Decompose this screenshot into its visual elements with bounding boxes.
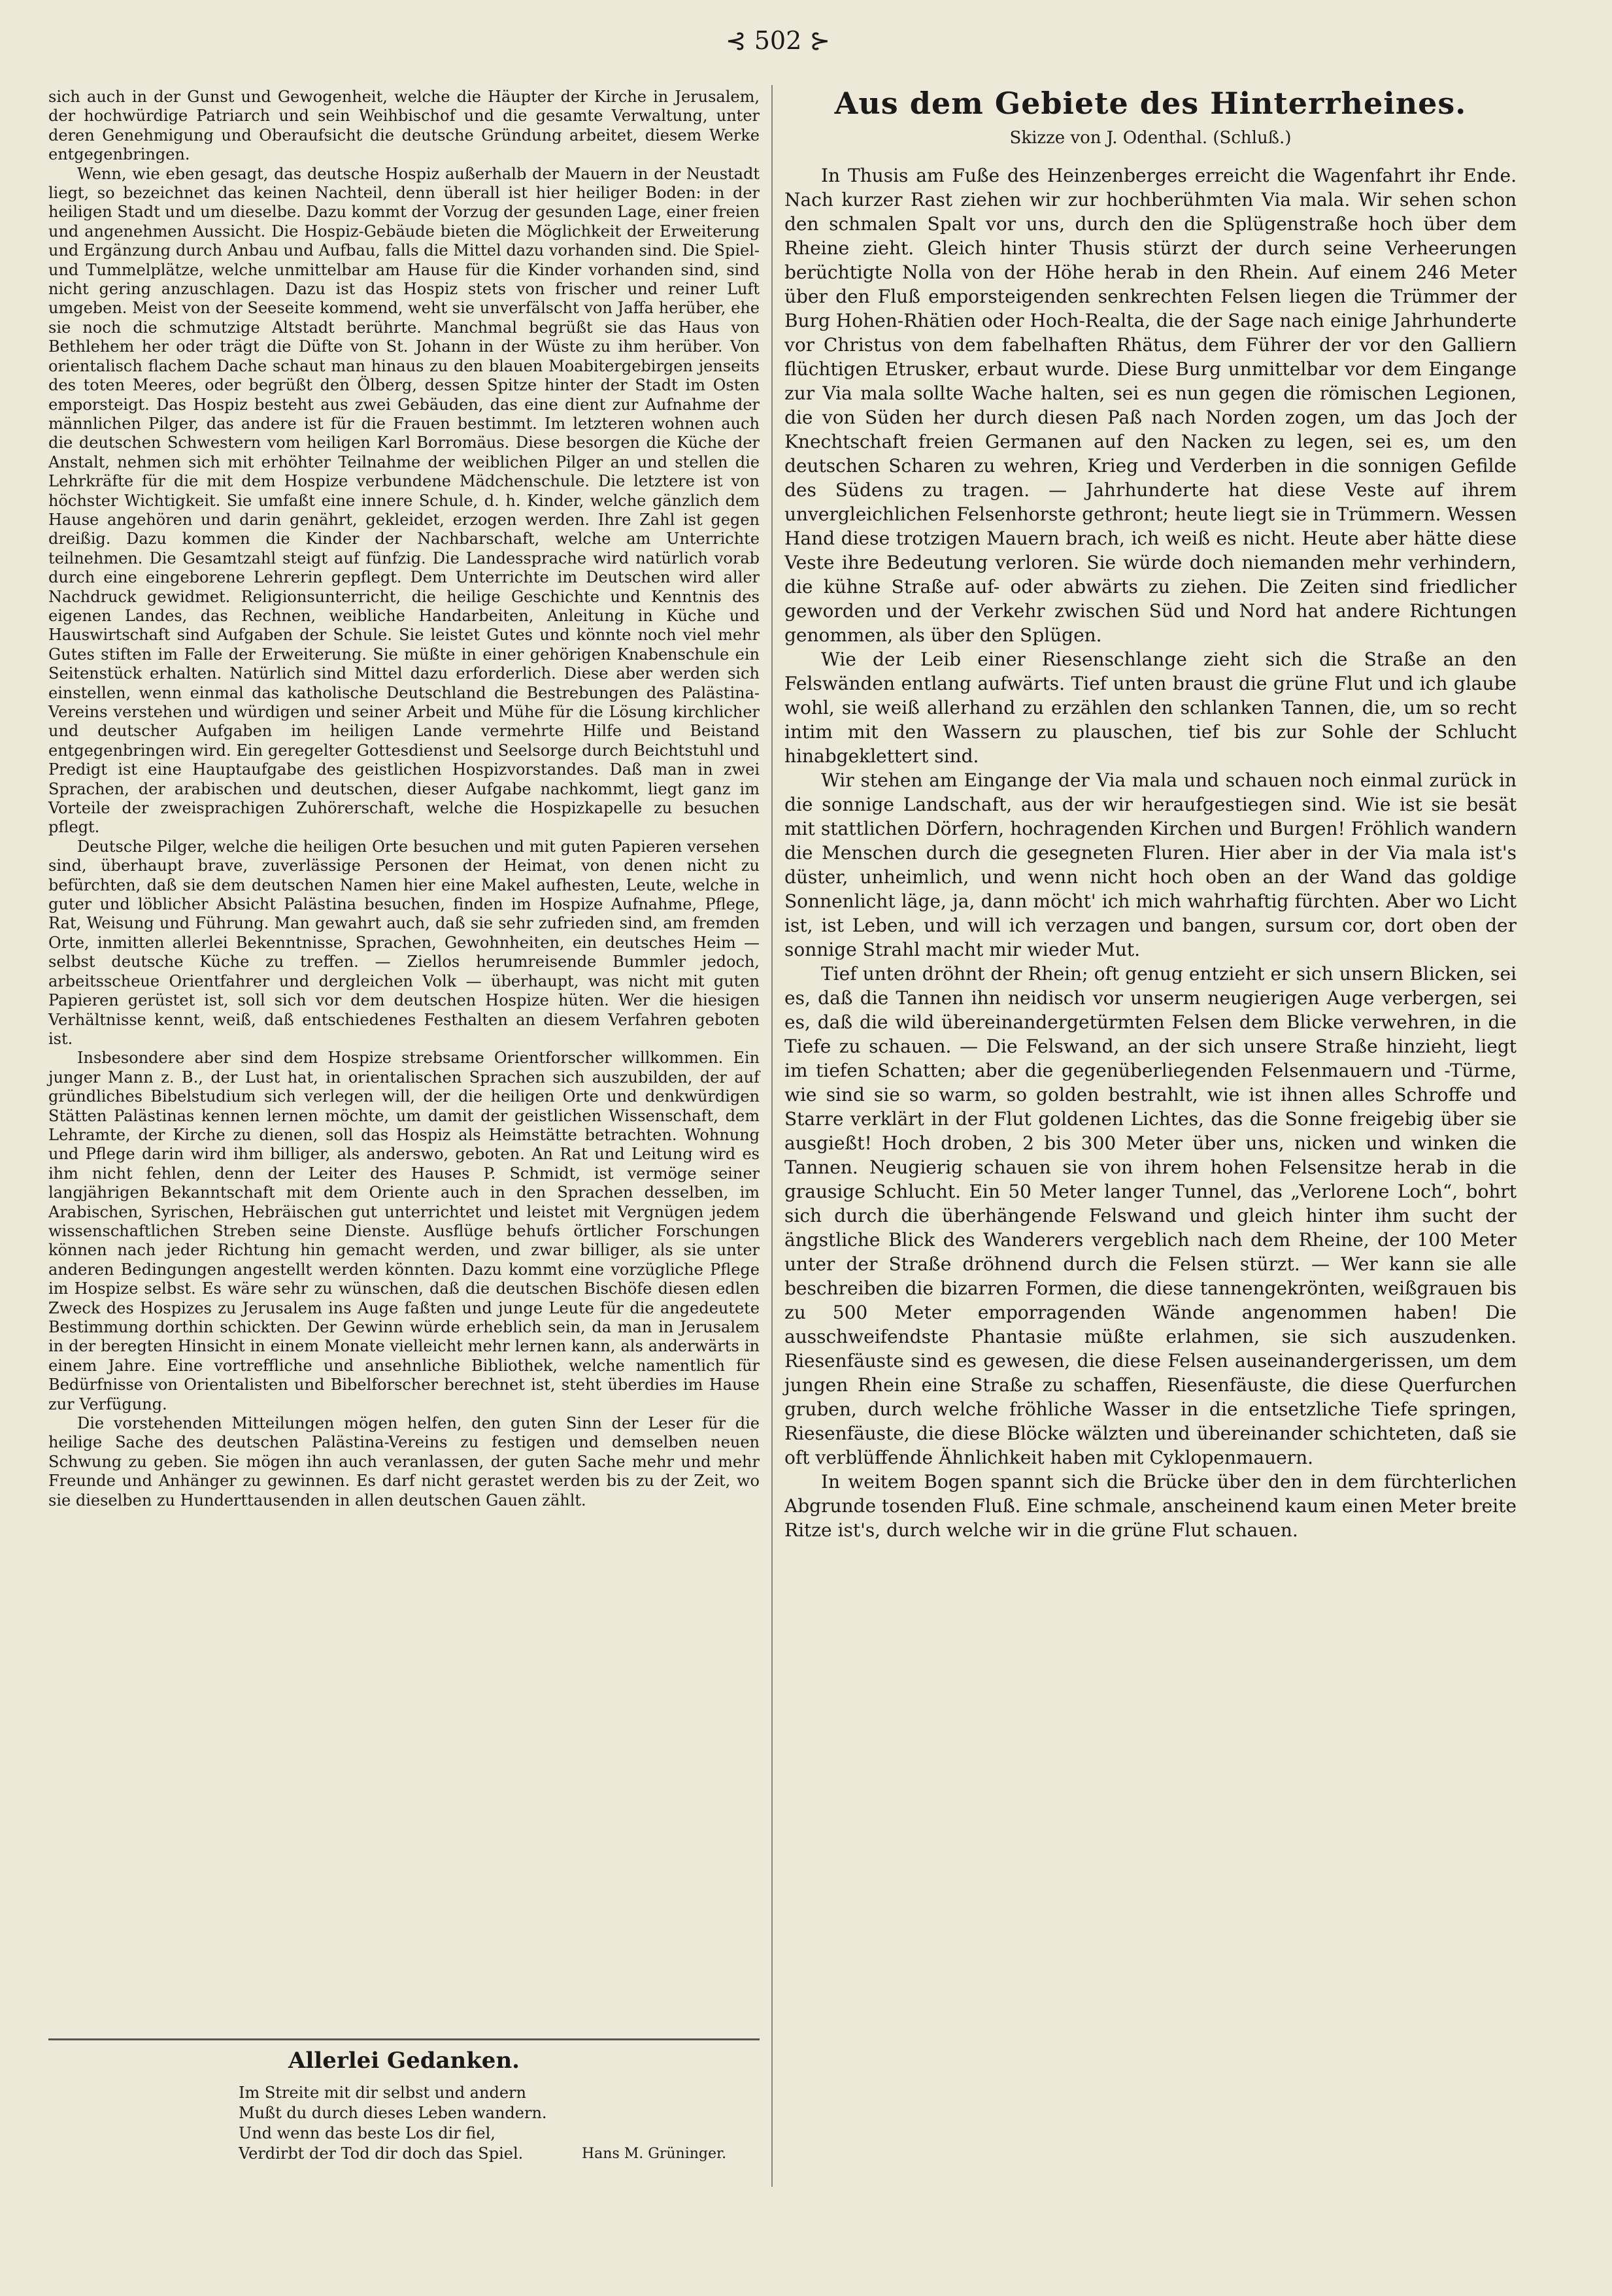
paragraph: In weitem Bogen spannt sich die Brücke über den in dem fürchterlichen Abgrunde tosenden Fluß. Eine schmale, anscheinend kaum einen Meter breite Ritze ist's, durch welche wir in die grüne Flut schauen.	[784, 1471, 1517, 1541]
right-column	[784, 163, 1517, 1542]
page-number	[686, 26, 869, 55]
paragraph: Deutsche Pilger, welche die heiligen Orte besuchen und mit guten Papieren versehen sind, überhaupt brave, zuverlässige Personen der Heimat, von denen nicht zu befürchten, daß sie dem deutschen Namen hier eine Makel aufhesten, Leute, welche in guter und löblicher Absicht Palästina besuchen, finden im Hospize Aufnahme, Pflege, Rat, Weisung und Führung. Man gewahrt auch, daß sie sehr zufrieden sind, am fremden Orte, inmitten allerlei Bekenntnisse, Sprachen, Gewohnheiten, ein deutsches Heim — selbst deutsche Küche zu treffen. — Ziellos herumreisende Bummler jedoch, arbeitsscheue Orientfahrer und dergleichen Volk — überhaupt, was nicht mit guten Papieren gerüstet ist, soll sich vor dem deutschen Hospize hüten. Wer die hiesigen Verhältnisse kennt, weiß, daß entschiedenes Festhalten an diesem Verfahren geboten ist.	[48, 837, 760, 1048]
poem-line: Und wenn das beste Los dir fiel,	[239, 2124, 495, 2142]
poem-author: Hans M. Grüninger.	[582, 2146, 727, 2162]
page-number-ornament-right: ⊱	[801, 26, 831, 55]
article-subtitle: Skizze von J. Odenthal. (Schluß.)	[1009, 128, 1292, 148]
paragraph: Wir stehen am Eingange der Via mala und schauen noch einmal zurück in die sonnige Landschaft, aus der wir heraufgestiegen sind. Wie ist sie besät mit stattlichen Dörfern, hochragenden Kirchen und Burgen! Fröhlich wandern die Menschen durch die gesegneten Fluren. Hier aber in der Via mala ist's düster, unheimlich, und wenn nicht hoch oben an der Wand das goldige Sonnenlicht läge, ja, dann möcht' ich mich wahrhaftig fürchten. Aber wo Licht ist, ist Leben, und will ich verzagen und bangen, sursum cor, dort oben der sonnige Strahl macht mir wieder Mut.	[784, 769, 1517, 960]
paragraph: Tief unten dröhnt der Rhein; oft genug entzieht er sich unsern Blicken, sei es, daß die Tannen ihn neidisch vor unserm neugierigen Auge verbergen, sei es, daß die wild übereinandergetürmten Felsen dem Blicke verwehren, in die Tiefe zu schauen. — Die Felswand, an der sich unsere Straße hinzieht, liegt im tiefen Schatten; aber die gegenüberliegenden Felsenmauern und -Türme, wie sind sie so warm, so golden bestrahlt, wie ist ihnen alles Schroffe und Starre verklärt in der Flut goldenen Lichtes, das die Sonne freigebig über sie ausgießt! Hoch droben, 2 bis 300 Meter über uns, nicken und winken die Tannen. Neugierig schauen sie von ihrem hohen Felsensitze herab in die grausige Schlucht. Ein 50 Meter langer Tunnel, das „Verlorene Loch“, bohrt sich durch die überhängende Felswand und gleich hinter ihm sucht der ängstliche Blick des Wanderers vergeblich nach dem Rheine, der 100 Meter unter der Straße dröhnend durch die Felsen stürzt. — Wer kann sie alle beschreiben die bizarren Formen, die diese tannengekrönten, weißgrauen bis zu 500 Meter emporragenden Wände angenommen haben! Die ausschweifendste Phantasie müßte erlahmen, sie sich auszudenken. Riesenfäuste sind es gewesen, die diese Felsen auseinandergerissen, um dem jungen Rhein eine Straße zu schaffen, Riesenfäuste, die diese Querfurchen gruben, durch welche fröhliche Wasser in die entsetzliche Tiefe springen, Riesenfäuste, die diese Blöcke wälzten und übereinander schichteten, daß sie oft verblüffende Ähnlichkeit haben mit Cyklopenmauern.	[784, 963, 1517, 1468]
left-column	[48, 88, 760, 1510]
paragraph: Wie der Leib einer Riesenschlange zieht sich die Straße an den Felswänden entlang aufwärts. Tief unten braust die grüne Flut und ich glaube wohl, sie weiß allerhand zu erzählen den schlanken Tannen, die, um so recht intim mit den Wassern zu plauschen, tief bis zur Sohle der Schlucht hinabgeklettert sind.	[784, 649, 1517, 767]
poem-line: Im Streite mit dir selbst und andern	[239, 2084, 526, 2102]
poem-title: Allerlei Gedanken.	[288, 2048, 520, 2074]
page-number-ornament-left: ⊰	[725, 26, 754, 55]
poem-line: Mußt du durch dieses Leben wandern.	[239, 2104, 547, 2122]
column-divider	[771, 85, 773, 2187]
poem-divider	[48, 2038, 760, 2040]
paragraph: Insbesondere aber sind dem Hospize strebsame Orientforscher willkommen. Ein junger Mann z. B., der Lust hat, in orientalischen Sprachen sich auszubilden, der auf gründliches Bibelstudium sich verlegen will, der die heiligen Orte und denkwürdigen Stätten Palästinas kennen lernen möchte, um damit der geistlichen Wissenschaft, dem Lehramte, der Kirche zu dienen, soll das Hospiz als Heimstätte betrachten. Wohnung und Pflege darin wird ihm billiger, als anderswo, geboten. An Rat und Leitung wird es ihm nicht fehlen, denn der Leiter des Hauses P. Schmidt, ist vermöge seiner langjährigen Bekanntschaft mit dem Oriente auch in den Sprachen desselben, im Arabischen, Syrischen, Hebräischen gut unterrichtet und leistet mit Vergnügen jedem wissenschaftlichen Streben seine Dienste. Ausflüge behufs örtlicher Forschungen können nach jeder Richtung hin gemacht werden, und zwar billiger, als sie unter anderen Bedingungen angestellt werden könnten. Dazu kommt eine vorzügliche Pflege im Hospize selbst. Es wäre sehr zu wünschen, daß die deutschen Bischöfe diesen edlen Zweck des Hospizes zu Jerusalem ins Auge faßten und junge Leute für die angedeutete Bestimmung dorthin schickten. Der Gewinn würde erheblich sein, da man in Jerusalem in der beregten Hinsicht in einem Monate vielleicht mehr lernen kann, als anderwärts in einem Jahre. Eine vortreffliche und ansehnliche Bibliothek, welche namentlich für Bedürfnisse von Orientalisten und Bibelforscher berechnet ist, steht überdies im Hause zur Verfügung.	[48, 1049, 760, 1413]
paragraph: Wenn, wie eben gesagt, das deutsche Hospiz außerhalb der Mauern in der Neustadt liegt, so bezeichnet das keinen Nachteil, denn überall ist hier heiliger Boden: in der heiligen Stadt und um dieselbe. Dazu kommt der Vorzug der gesunden Lage, einer freien und angenehmen Aussicht. Die Hospiz-Gebäude bieten die Möglichkeit der Erweiterung und Ergänzung durch Anbau und Aufbau, falls die Mittel dazu vorhanden sind. Die Spiel- und Tummelplätze, welche unmittelbar am Hause für die Kinder vorhanden sind, sind nicht gering anzuschlagen. Dazu ist das Hospiz stets von frischer und reiner Luft umgeben. Meist von der Seeseite kommend, weht sie unverfälscht von Jaffa herüber, ehe sie noch die schmutzige Altstadt berührte. Manchmal begrüßt sie das Haus von Bethlehem her oder trägt die Düfte von St. Johann in der Wüste zu ihm herüber. Von orientalisch flachem Dache schaut man hinaus zu den blauen Moabitergebirgen jenseits des toten Meeres, oder begrüßt den Ölberg, dessen Spitze hinter der Stadt im Osten emporsteigt. Das Hospiz besteht aus zwei Gebäuden, das eine dient zur Aufnahme der männlichen Pilger, das andere ist für die Frauen bestimmt. Im letzteren wohnen auch die deutschen Schwestern vom heiligen Karl Borromäus. Diese besorgen die Küche der Anstalt, nehmen sich mit erhöhter Teilnahme der weiblichen Pilger an und stellen die Lehrkräfte für die mit dem Hospize verbundene Mädchenschule. Die letztere ist von höchster Wichtigkeit. Sie umfaßt eine innere Schule, d. h. Kinder, welche gänzlich dem Hause angehören und darin genährt, gekleidet, erzogen werden. Ihre Zahl ist gegen dreißig. Dazu kommen die Kinder der Nachbarschaft, welche am Unterrichte teilnehmen. Die Gesamtzahl steigt auf fünfzig. Die Landessprache wird natürlich vorab durch eine eingeborene Lehrerin gepflegt. Dem Unterrichte im Deutschen wird aller Nachdruck gewidmet. Religionsunterricht, die heilige Geschichte und Kenntnis des eigenen Landes, das Rechnen, weibliche Handarbeiten, Anleitung in Küche und Hauswirtschaft sind Aufgaben der Schule. Sie leistet Gutes und könnte noch viel mehr Gutes stiften im Falle der Erweiterung. Sie müßte in einer gehörigen Knabenschule ein Seitenstück erhalten. Natürlich sind Mittel dazu erforderlich. Diese aber werden sich einstellen, wenn einmal das katholische Deutschland die Bestrebungen des Palästina-Vereins verstehen und würdigen und seiner Arbeit und Mühe für die Lösung kirchlicher und deutscher Aufgaben im heiligen Lande vermehrte Hilfe und Beistand entgegenbringen wird. Ein geregelter Gottesdienst und Seelsorge durch Beichtstuhl und Predigt ist eine Hauptaufgabe des geistlichen Hospizvorstandes. Daß man in zwei Sprachen, der arabischen und deutschen, dieser Aufgabe nachkommt, liegt ganz im Vorteile der zweisprachigen Zuhörerschaft, welche die Hospizkapelle zu besuchen pflegt.	[48, 164, 760, 837]
paragraph: Die vorstehenden Mitteilungen mögen helfen, den guten Sinn der Leser für die heilige Sache des deutschen Palästina-Vereins zu festigen und demselben neuen Schwung zu geben. Sie mögen ihn auch veranlassen, der guten Sache mehr und mehr Freunde und Anhänger zu gewinnen. Es darf nicht gerastet werden bis zu der Zeit, wo sie dieselben zu Hunderttausenden in allen deutschen Gauen zählt.	[48, 1414, 760, 1510]
page-number-value: 502	[754, 26, 802, 55]
paragraph: sich auch in der Gunst und Gewogenheit, welche die Häupter der Kirche in Jerusalem, der hochwürdige Patriarch und sein Weihbischof und die gesamte Verwaltung, unter deren Genehmigung und Oberaufsicht die deutsche Gründung arbeitet, diesem Werke entgegenbringen.	[48, 88, 760, 164]
article-title: Aus dem Gebiete des Hinterrheines.	[834, 86, 1467, 121]
paragraph: In Thusis am Fuße des Heinzenberges erreicht die Wagenfahrt ihr Ende. Nach kurzer Rast ziehen wir zur hochberühmten Via mala. Wir sehen schon den schmalen Spalt vor uns, durch den die Splügenstraße hoch über dem Rheine zieht. Gleich hinter Thusis stürzt der durch seine Verheerungen berüchtigte Nolla von der Höhe herab in den Rhein. Auf einem 246 Meter über den Fluß emporsteigenden senkrechten Felsen liegen die Trümmer der Burg Hohen-Rhätien oder Hoch-Realta, die der Sage nach einige Jahrhunderte vor Christus von dem fabelhaften Rhätus, dem Führer der vor den Galliern flüchtigen Etrusker, erbaut wurde. Diese Burg unmittelbar vor dem Eingange zur Via mala sollte Wache halten, sei es nun gegen die römischen Legionen, die von Süden her durch diesen Paß nach Norden zogen, um das Joch der Knechtschaft freien Germanen auf den Nacken zu legen, sei es, um den deutschen Scharen zu wehren, Krieg und Verderben in die sonnigen Gefilde des Südens zu tragen. — Jahrhunderte hat diese Veste auf ihrem unvergleichlichen Felsenhorste gethront; heute liegt sie in Trümmern. Wessen Hand diese trotzigen Mauern brach, ich weiß es nicht. Heute aber hätte diese Veste ihre Bedeutung verloren. Sie würde doch niemanden mehr verhindern, die kühne Straße auf- oder abwärts zu ziehen. Die Zeiten sind friedlicher geworden und der Verkehr zwischen Süd und Nord hat andere Richtungen genommen, als über den Splügen.	[784, 165, 1517, 646]
poem-line: Verdirbt der Tod dir doch das Spiel.	[239, 2144, 524, 2163]
